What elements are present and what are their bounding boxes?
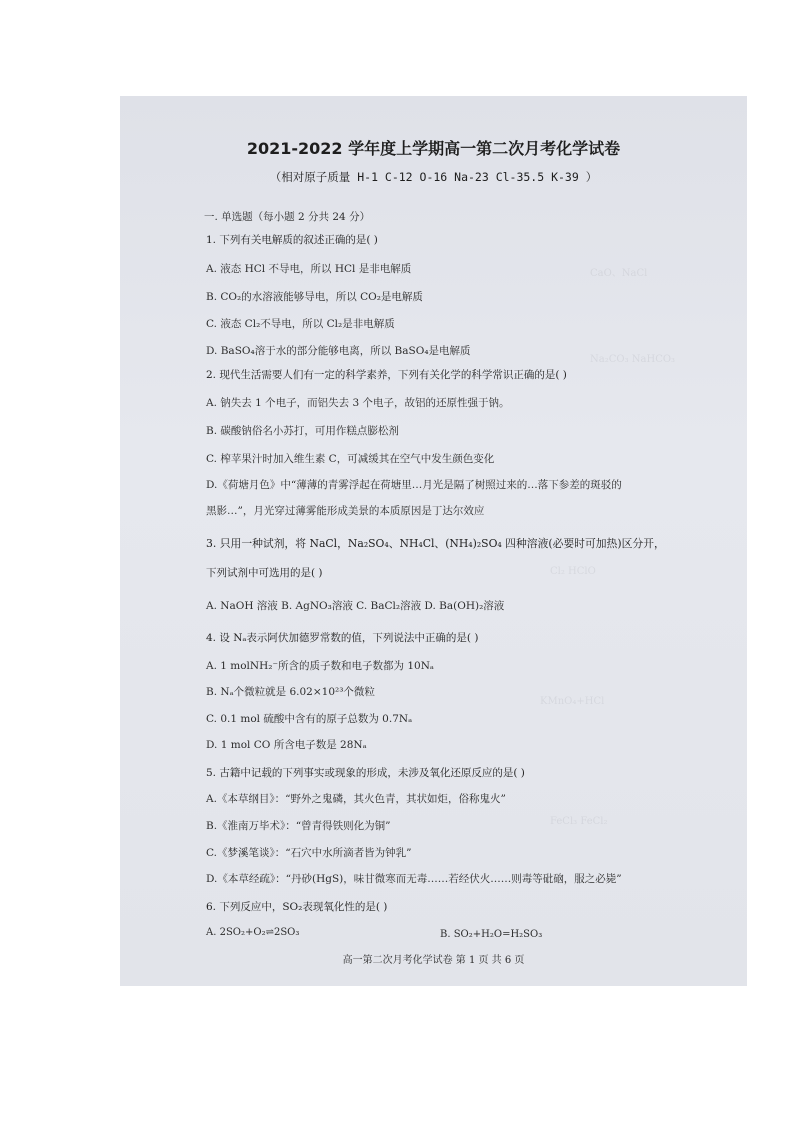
question-3: 3. 只用一种试剂，将 NaCl，Na₂SO₄、NH₄Cl、(NH₄)₂SO₄ 四种溶液(必要时可加热)区分开，: [206, 537, 665, 550]
question-line-continued: 下列试剂中可选用的是( ): [206, 567, 323, 579]
option-line: C. 0.1 mol 硫酸中含有的原子总数为 0.7Nₐ: [206, 713, 413, 725]
option-a: A. 2SO₂+O₂⇌2SO₃: [206, 927, 300, 938]
question-4: 4. 设 Nₐ表示阿伏加德罗常数的值，下列说法中正确的是( ): [206, 632, 479, 644]
question-5: 5. 古籍中记载的下列事实或现象的形成，未涉及氧化还原反应的是( ): [206, 767, 525, 779]
question-2: 2. 现代生活需要人们有一定的科学素养，下列有关化学的科学常识正确的是( ): [206, 369, 567, 381]
option-line: B.《淮南万毕术》：“曾青得铁则化为铜”: [206, 820, 391, 832]
option-line: D.《本草经疏》：“丹砂(HgS)，味甘微寒而无毒……若经伏火……则毒等砒硇，服之必毙”: [206, 873, 622, 885]
option-line: D. 1 mol CO 所含电子数是 28Nₐ: [206, 739, 367, 751]
option-line: D.《荷塘月色》中“薄薄的青雾浮起在荷塘里…月光是隔了树照过来的…落下参差的斑驳的: [206, 479, 622, 491]
option-line: A.《本草纲目》：“野外之鬼磷，其火色青，其状如炬，俗称鬼火”: [206, 793, 506, 805]
option-line: C.《梦溪笔谈》：“石穴中水所滴者皆为钟乳”: [206, 847, 412, 859]
option-line: C. 液态 Cl₂不导电，所以 Cl₂是非电解质: [206, 318, 395, 330]
option-line: B. Nₐ个微粒就是 6.02×10²³个微粒: [206, 686, 375, 698]
option-line: A. 液态 HCl 不导电，所以 HCl 是非电解质: [206, 263, 412, 275]
option-line: A. 钠失去 1 个电子，而铝失去 3 个电子，故铝的还原性强于钠。: [206, 397, 510, 409]
option-line: B. 碳酸钠俗名小苏打，可用作糕点膨松剂: [206, 425, 399, 437]
option-line: B. CO₂的水溶液能够导电，所以 CO₂是电解质: [206, 291, 423, 303]
option-line: A. 1 molNH₂⁻所含的质子数和电子数都为 10Nₐ: [206, 660, 434, 672]
page-footer: 高一第二次月考化学试卷 第 1 页 共 6 页: [342, 955, 525, 966]
exam-title: 2021-2022 学年度上学期高一第二次月考化学试卷: [246, 139, 621, 158]
section-heading: 一. 单选题（每小题 2 分共 24 分）: [204, 211, 371, 223]
option-line: D. BaSO₄溶于水的部分能够电离，所以 BaSO₄是电解质: [206, 345, 471, 357]
option-b: B. SO₂+H₂O=H₂SO₃: [440, 929, 543, 940]
question-1: 1. 下列有关电解质的叙述正确的是( ): [206, 234, 378, 246]
option-line: C. 榨苹果汁时加入维生素 C，可减缓其在空气中发生颜色变化: [206, 453, 495, 465]
question-6: 6. 下列反应中，SO₂表现氧化性的是( ): [206, 901, 388, 913]
exam-page: CaO、NaCl Na₂CO₃ NaHCO₃ Cl₂ HClO KMnO₄+HCl FeCl₃ FeCl₂ 2021-2022 学年度上学期高一第二次月考化学试卷 （相对原子质量 H-1 C-12 O-16 Na-23 Cl-35.5 K-39 ） 一. 单选题（每小题 2 分共 24 分） 1. 下列有关电解质的叙述正确的是( ) A. 液态 HCl 不导电，所以 HCl 是非电解质 B. CO₂的水溶液能够导电，所以 CO₂是电解质 C. 液态 Cl₂不导电，所以 Cl₂是非电解质 D. BaSO₄溶于水的部分能够电离，所以 BaSO₄是电解质 2. 现代生活需要人们有一定的科学素养，下列有关化学的科学常识正确的是( ) A. 钠失去 1 个电子，而铝失去 3 个电子，故铝的还原性强于钠。 B. 碳酸钠俗名小苏打，可用作糕点膨松剂 C. 榨苹果汁时加入维生素 C，可减缓其在空气中发生颜色变化 D.《荷塘月色》中“薄薄的青雾浮起在荷塘里…月光是隔了树照过来的…落下参差的斑驳的 黑影…”，月光穿过薄雾能形成美景的本质原因是丁达尔效应 3. 只用一种试剂，将 NaCl，Na₂SO₄、NH₄Cl、(NH₄)₂SO₄ 四种溶液(必要时可加热)区分开， 下列试剂中可选用的是( ) A. NaOH 溶液 B. AgNO₃溶液 C. BaCl₂溶液 D. Ba(OH)₂溶液 4. 设 Nₐ表示阿伏加德罗常数的值，下列说法中正确的是( ) A. 1 molNH₂⁻所含的质子数和电子数都为 10Nₐ B. Nₐ个微粒就是 6.02×10²³个微粒 C. 0.1 mol 硫酸中含有的原子总数为 0.7Nₐ D. 1 mol CO 所含电子数是 28Nₐ 5. 古籍中记载的下列事实或现象的形成，未涉及氧化还原反应的是( ) A.《本草纲目》：“野外之鬼磷，其火色青，其状如炬，俗称鬼火” B.《淮南万毕术》：“曾青得铁则化为铜” C.《梦溪笔谈》：“石穴中水所滴者皆为钟乳” D.《本草经疏》：“丹砂(HgS)，味甘微寒而无毒……若经伏火……则毒等砒硇，服之必毙” 6. 下列反应中，SO₂表现氧化性的是( ) A. 2SO₂+O₂⇌2SO₃ B. SO₂+H₂O=H₂SO₃ 高一第二次月考化学试卷 第 1 页 共 6 页: [120, 96, 747, 986]
option-line: A. NaOH 溶液 B. AgNO₃溶液 C. BaCl₂溶液 D. Ba(OH)₂溶液: [206, 600, 505, 612]
option-line-continued: 黑影…”，月光穿过薄雾能形成美景的本质原因是丁达尔效应: [206, 505, 485, 517]
relative-atomic-mass-note: （相对原子质量 H-1 C-12 O-16 Na-23 Cl-35.5 K-39 ）: [269, 170, 598, 184]
